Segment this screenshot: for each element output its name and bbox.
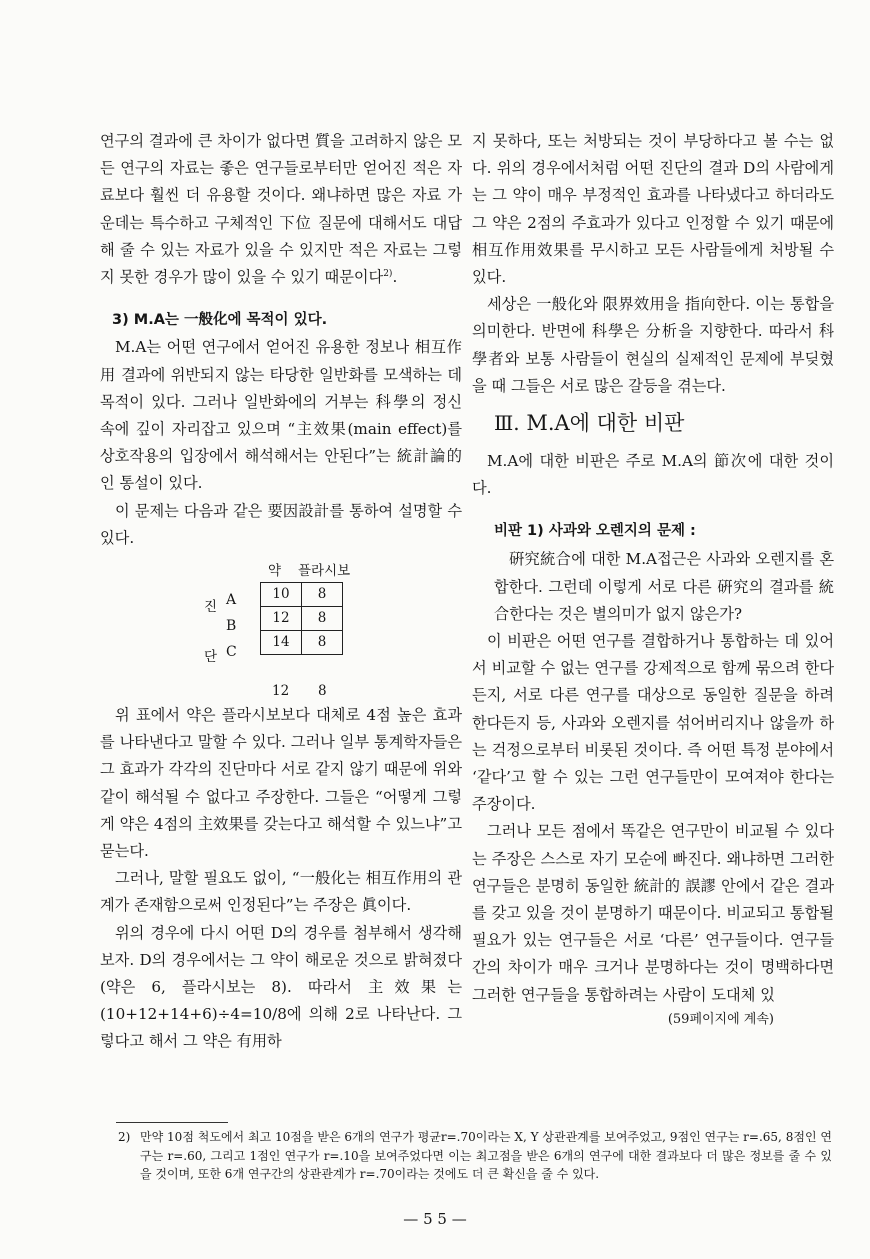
column-mean-drug: 12 [272,683,290,700]
table-cell: 8 [302,583,343,607]
paragraph-self-contradiction: 그러나 모든 점에서 똑같은 연구만이 비교될 수 있다는 주장은 스스로 자기 모순에 빠진다. 왜냐하면 그러한 연구들은 분명히 동일한 統計的 誤謬 안에서 같은 결과를 갖고 있을 것이 분명하기 때문이다. 비교되고 통합될 필요가 있는 연구들은 서로 ‘다른’ 연구들이다. 연구들간의 차이가 매우 크거나 분명하다는 것이 명백하다면 그러한 연구들을 통합하려는 사람이 도대체 있 [472,822,834,1004]
paragraph-prescription: 지 못하다, 또는 처방되는 것이 부당하다고 볼 수는 없다. 위의 경우에서처럼 어떤 진단의 결과 D의 사람에게는 그 약이 매우 부정적인 효과를 나타냈다고 하더라도 그 약은 2점의 주효과가 있다고 인정할 수 있기 때문에 相互作用效果를 무시하고 모든 사람들에게 처방될 수 있다. [472,132,834,287]
side-label-diagnosis-top: 진 [204,599,218,616]
table-cell: 14 [261,631,302,655]
factorial-design-table [100,552,462,702]
section-heading-criticism [494,406,834,440]
table-row [261,631,343,655]
footnote-mark: 2) [118,1130,131,1144]
footnote-divider [116,1122,228,1123]
section-heading-generalization: 3) M.A는 一般化에 목적이 있다. [112,312,328,329]
row-label-a: A [226,592,237,609]
table-cell: 8 [302,607,343,631]
continued-notice[interactable]: (59페이지에 계속) [667,1011,774,1027]
side-label-diagnosis-bottom: 단 [204,649,218,666]
paragraph-case-d: 위의 경우에 다시 어떤 D의 경우를 첨부해서 생각해 보자. D의 경우에서는 그 약이 해로운 것으로 밝혀졌다(약은 6, 플라시보는 8). 따라서 主效果는 (10+12+14+6)÷4=10/8에 의해 2로 나타난다. 그렇다고 해서 그 약은 有用하 [100,923,462,1051]
column-header-placebo: 플라시보 [298,563,351,580]
section-number: Ⅲ. [494,411,520,436]
paragraph-interaction-claim: 그러나, 말할 필요도 없이, “一般化는 相互作用의 관계가 존재함으로써 인정된다”는 주장은 眞이다. [100,869,462,915]
section-title: M.A에 대한 비판 [526,411,685,436]
column-mean-placebo: 8 [318,683,327,700]
paragraph-table-interpretation: 위 표에서 약은 플라시보보다 대체로 4점 높은 효과를 나타낸다고 말할 수 있다. 그러나 일부 통계학자들은 그 효과가 각각의 진단마다 서로 같지 않기 때문에 위와 같이 해석될 수 없다고 주장한다. 그들은 “어떻게 그렇게 약은 4점의 主效果를 갖는다고 해석할 수 있느냐”고 묻는다. [100,706,462,861]
row-label-c: C [226,644,237,661]
criticism-1-heading: 비판 1) 사과와 오렌지의 문제 : [494,523,696,540]
footnote-ref[interactable]: 2) [383,268,393,279]
paragraph-criticism-origin: 이 비판은 어떤 연구를 결합하거나 통합하는 데 있어서 비교할 수 없는 연구를 강제적으로 함께 묶으려 한다든지, 서로 다른 연구를 대상으로 동일한 질문을 하려 한다든지 등, 사과와 오렌지를 섞어버리지나 않을까 하는 걱정으로부터 비롯된 것이다. 즉 어떤 특정 분야에서 ‘같다’고 할 수 있는 그런 연구들만이 모여져야 한다는 주장이다. [472,632,834,814]
footnote-text: 만약 10점 척도에서 최고 10점을 받은 6개의 연구가 평균r=.70이라는 X, Y 상관관계를 보여주었고, 9점인 연구는 r=.65, 8점인 연구는 r=.60, 그리고 1점인 연구가 r=.10을 보여주었다면 이는 최고점을 받은 6개의 연구에 대한 결과보다 더 많은 정보를 줄 수 있을 것이며, 또한 6개 연구간의 상관관계가 r=.70이라는 것에도 더 큰 확신을 줄 수 있다. [140,1130,832,1181]
table-cell: 12 [261,607,302,631]
row-label-b: B [226,618,237,635]
footnote [118,1128,832,1184]
right-column [472,128,834,1031]
paragraph-apples-oranges: 硏究統合에 대한 M.A접근은 사과와 오렌지를 혼합한다. 그런데 이렇게 서로 다른 硏究의 결과를 統合한다는 것은 별의미가 없지 않은가? [494,550,834,623]
page-number: — 5 5 — [403,1210,467,1228]
paragraph-factor-design-intro: 이 문제는 다음과 같은 要因設計를 통하여 설명할 수 있다. [100,501,462,547]
table-row [261,607,343,631]
left-column [100,128,462,1056]
table-cell: 8 [302,631,343,655]
table-row [261,583,343,607]
paragraph-criticism-intro: M.A에 대한 비판은 주로 M.A의 節次에 대한 것이다. [472,452,834,498]
paragraph-data-quality: 연구의 결과에 큰 차이가 없다면 質을 고려하지 않은 모든 연구의 자료는 좋은 연구들로부터만 얻어진 적은 자료보다 훨씬 더 유용할 것이다. 왜냐하면 많은 자료 가운데는 특수하고 구체적인 下位 질문에 대해서도 대답해 줄 수 있는 자료가 있을 수 있지만 적은 자료는 그렇지 못한 경우가 많이 있을 수 있기 때문이다$^{2)}$. [100,132,462,287]
column-header-drug: 약 [268,563,282,580]
design-grid [260,582,343,655]
paragraph-generalization: M.A는 어떤 연구에서 얻어진 유용한 정보나 相互作用 결과에 위반되지 않는 타당한 일반화를 모색하는 데 목적이 있다. 그러나 일반화에의 거부는 科學의 정신 속에 깊이 자리잡고 있으며 “主效果(main effect)를 상호작용의 입장에서 해석해서는 안된다”는 統計論的인 통설이 있다. [100,338,462,493]
paragraph-science-analysis: 세상은 一般化와 限界效用을 指向한다. 이는 통합을 의미한다. 반면에 科學은 分析을 지향한다. 따라서 科學者와 보통 사람들이 현실의 실제적인 문제에 부딪혔을 때 그들은 서로 많은 갈등을 겪는다. [472,295,834,395]
table-cell: 10 [261,583,302,607]
